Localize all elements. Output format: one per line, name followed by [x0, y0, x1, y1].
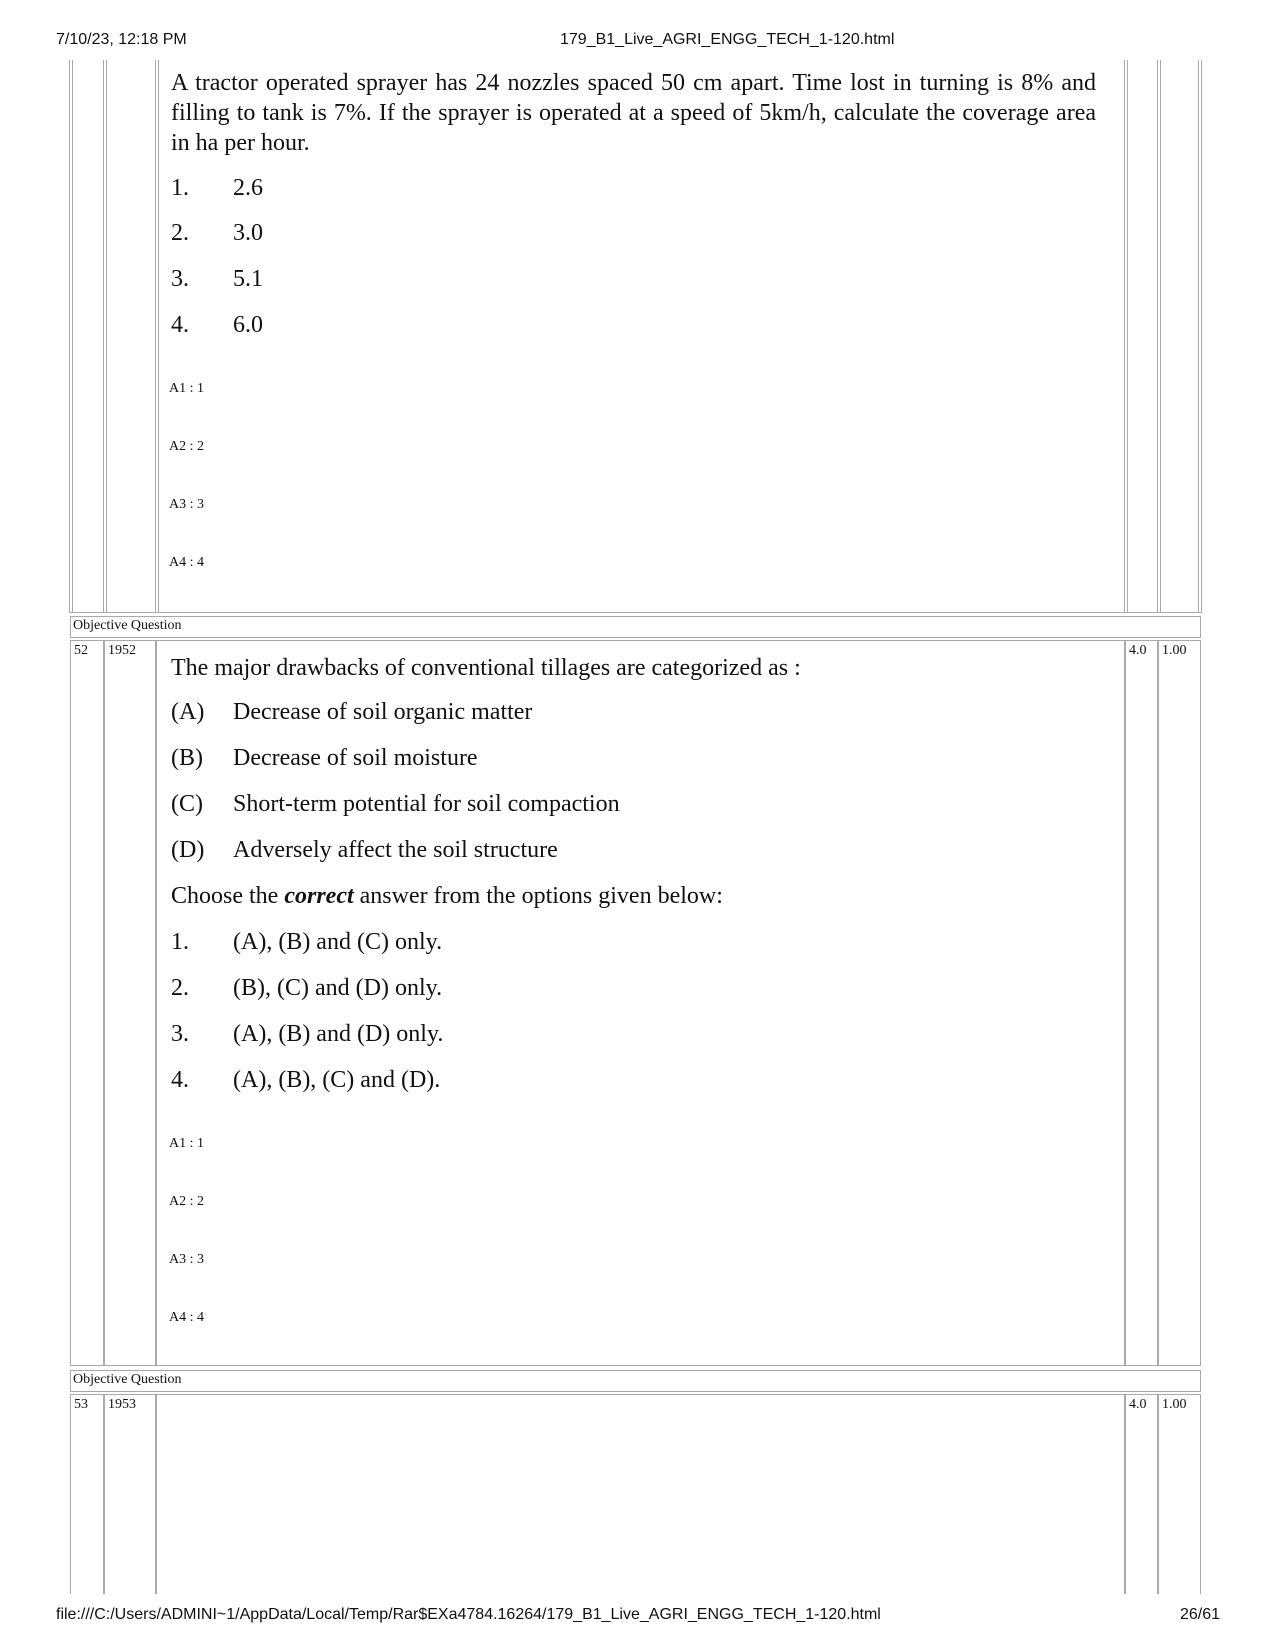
- option-number: 1.: [171, 929, 189, 955]
- answer-key: A1 : 1: [169, 1136, 204, 1151]
- answer-key: A2 : 2: [169, 1194, 204, 1209]
- marks: 4.0: [1129, 1397, 1147, 1412]
- answer-key: A2 : 2: [169, 439, 204, 454]
- table-border: [69, 60, 70, 612]
- negative-marks: 1.00: [1162, 1397, 1187, 1412]
- option-number: 3.: [171, 1021, 189, 1047]
- serial-number: 52: [74, 643, 88, 658]
- serial-cell: [70, 1394, 104, 1594]
- option-number: 4.: [171, 312, 189, 338]
- answer-key: A1 : 1: [169, 381, 204, 396]
- question-id: 1953: [108, 1397, 136, 1412]
- option-number: 2.: [171, 975, 189, 1001]
- print-datetime: 7/10/23, 12:18 PM: [56, 31, 187, 48]
- table-border: [1160, 60, 1161, 612]
- option-text: (B), (C) and (D) only.: [233, 975, 443, 1001]
- option-text: (A), (B) and (D) only.: [233, 1021, 444, 1047]
- option-number: 3.: [171, 266, 189, 292]
- question-text: The major drawbacks of conventional tillages are categorized as :: [171, 655, 801, 681]
- table-border: [1201, 60, 1202, 612]
- table-border: [106, 60, 107, 612]
- option-text: 5.1: [233, 266, 263, 292]
- table-border: [72, 60, 73, 612]
- option-text: (A), (B) and (C) only.: [233, 929, 443, 955]
- statement-text: Decrease of soil moisture: [233, 745, 478, 771]
- document-title: 179_B1_Live_AGRI_ENGG_TECH_1-120.html: [560, 31, 895, 48]
- table-border: [1124, 60, 1125, 612]
- option-number: 2.: [171, 220, 189, 246]
- answer-key: A4 : 4: [169, 555, 204, 570]
- option-text: 3.0: [233, 220, 263, 246]
- serial-number: 53: [74, 1397, 88, 1412]
- question-text: A tractor operated sprayer has 24 nozzles spaced 50 cm apart. Time lost in turning is 8% and filling to tank is 7%. If the sprayer is operated at a speed of 5km/h, calculate the coverage area in ha per hour.: [171, 70, 1096, 156]
- table-border: [1198, 60, 1199, 612]
- answer-key: A4 : 4: [169, 1310, 204, 1325]
- question-id-cell: [104, 1394, 156, 1594]
- file-path: file:///C:/Users/ADMINI~1/AppData/Local/Temp/Rar$EXa4784.16264/179_B1_Live_AGRI_ENGG_TECH_1-120.html: [56, 1606, 881, 1623]
- marks: 4.0: [1129, 643, 1147, 658]
- statement-text: Short-term potential for soil compaction: [233, 791, 620, 817]
- question-id: 1952: [108, 643, 136, 658]
- question-type-label: Objective Question: [73, 618, 182, 633]
- table-border: [1157, 60, 1158, 612]
- negative-marks-cell: [1158, 640, 1201, 1366]
- table-border: [69, 612, 1202, 613]
- question-body-cell: [156, 1394, 1125, 1594]
- choose-instruction: [171, 883, 723, 910]
- instruction-text: Choose the: [171, 883, 285, 909]
- page-number: 26/61: [1180, 1606, 1221, 1623]
- statement-text: Adversely affect the soil structure: [233, 837, 558, 863]
- serial-cell: [70, 640, 104, 1366]
- statement-label: (B): [171, 745, 203, 771]
- question-type-cell: [70, 616, 1201, 638]
- marks-cell: [1125, 640, 1158, 1366]
- negative-marks-cell: [1158, 1394, 1201, 1594]
- instruction-emphasis: correct: [284, 883, 354, 909]
- option-text: (A), (B), (C) and (D).: [233, 1067, 441, 1093]
- question-id-cell: [104, 640, 156, 1366]
- question-type-cell: [70, 1370, 1201, 1392]
- statement-label: (D): [171, 837, 205, 863]
- question-type-label: Objective Question: [73, 1372, 182, 1387]
- statement-label: (A): [171, 699, 205, 725]
- table-border: [1127, 60, 1128, 612]
- instruction-text: answer from the options given below:: [353, 883, 723, 909]
- negative-marks: 1.00: [1162, 643, 1187, 658]
- option-number: 1.: [171, 175, 189, 201]
- option-text: 6.0: [233, 312, 263, 338]
- answer-key: A3 : 3: [169, 497, 204, 512]
- statement-text: Decrease of soil organic matter: [233, 699, 533, 725]
- marks-cell: [1125, 1394, 1158, 1594]
- option-number: 4.: [171, 1067, 189, 1093]
- table-border: [155, 60, 156, 612]
- table-border: [103, 60, 104, 612]
- statement-label: (C): [171, 791, 203, 817]
- table-border: [158, 60, 159, 612]
- answer-key: A3 : 3: [169, 1252, 204, 1267]
- option-text: 2.6: [233, 175, 263, 201]
